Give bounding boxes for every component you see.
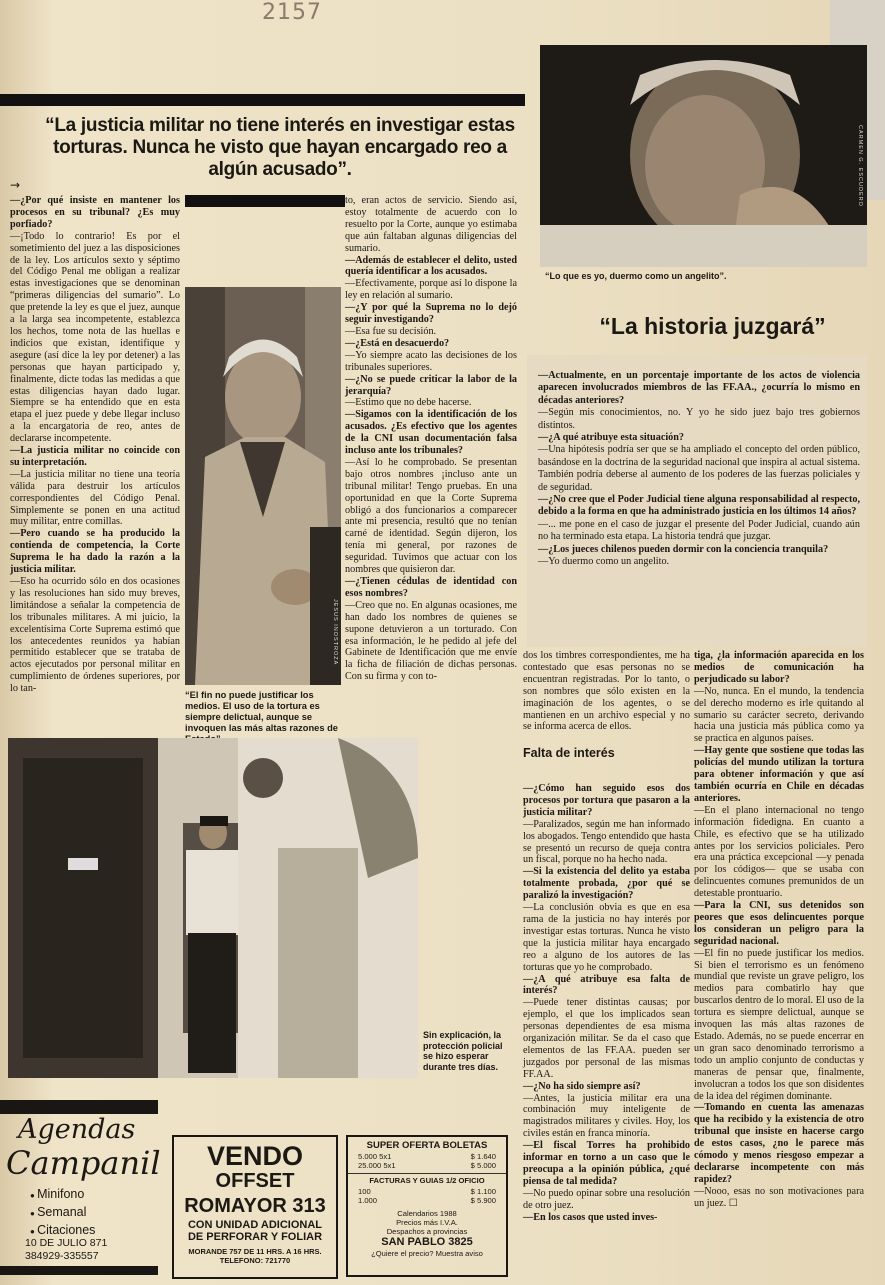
top-rule [0, 94, 525, 106]
question-paragraph: —¿A qué atribuye esa falta de interés? [523, 973, 690, 997]
ad-agendas-items [30, 1186, 95, 1240]
question-paragraph: —Tomando en cuenta las amenazas que ha recibido y la existencia de otro tribunal que insiste en hacerse cargo de estos casos, ¿no le parece más cómodo y menos riesgoso empezar a declararse incompetente con más rapidez? [694, 1102, 864, 1185]
guard-photo [8, 738, 418, 1078]
ad-boletas-l1: Calendarios 1988 [397, 1209, 457, 1218]
answer-paragraph: —Antes, la justicia militar era una combinación muy inteligente de magistrados militares y civiles. Hoy, los civiles están en franca minoría. [523, 1092, 690, 1140]
right-text-block [538, 370, 860, 569]
handwritten-mark: 2157 [262, 0, 322, 25]
photo-credit-1: JESUS INOSTROZA [332, 598, 338, 665]
ad-agendas-title1: Agendas [18, 1114, 136, 1145]
ad-vendo-l4: CON UNIDAD ADICIONAL [187, 1219, 323, 1231]
subhead-falta-de-interes: Falta de interés [523, 746, 615, 760]
answer-paragraph: —La justicia militar no tiene una teoría válida para destruir los artículos correspondientes del Código Penal. Simplemente se ponen en una actitud muy militar, entre comillas. [10, 468, 180, 528]
answer-paragraph: —Esa fue su decisión. [345, 325, 437, 337]
question-paragraph: —El fiscal Torres ha prohibido informar en torno a un caso que le preocupa a la opinión pública, ¿qué piensa de tal medida? [523, 1140, 690, 1187]
ad-boletas-row [358, 1152, 496, 1161]
question-paragraph: —¿No se puede criticar la labor de la jerarquía? [345, 373, 517, 397]
row-price: $ 5.900 [470, 1196, 496, 1205]
ad-boletas-row [358, 1161, 496, 1170]
row-quantity: 5.000 5x1 [358, 1152, 392, 1161]
ad-agendas-item: ● Semanal [30, 1205, 87, 1219]
ad-boletas-l5: ¿Quiere el precio? Muestra aviso [371, 1249, 483, 1258]
answer-paragraph: —... me pone en el caso de juzgar el presente del Poder Judicial, cuando aún no ha terminado esta etapa. La historia tendrá que juzgar. [538, 518, 860, 543]
ad-super-oferta-boletas [346, 1135, 508, 1277]
answer-paragraph: —Así lo he comprobado. Se presentan bajo otros nombres ¡incluso ante un tribunal militar! Tengo pruebas. En una oportunidad en que la Corte Suprema obligó a dos funcionarios a comparecer ante mi presencia, resultó que no tenían carné de identidad. Según dijeron, los tenía mi general, por razones de seguridad. Tuvimos que actuar con los nombres que quisieron dar. [345, 456, 517, 576]
ad-boletas-l3: Despachos a provincias [386, 1227, 468, 1236]
ad-boletas-rows1 [348, 1150, 506, 1170]
answer-paragraph: —Efectivamente, porque así lo dispone la ley en relación al sumario. [345, 278, 517, 302]
photo-caption-2: “Lo que es yo, duermo como un angelito”. [545, 271, 727, 281]
ad-rule-bottom [0, 1266, 158, 1275]
question-paragraph: —En los casos que usted inves- [523, 1211, 658, 1223]
answer-paragraph: —Nooo, esas no son motivaciones para un juez. ☐ [694, 1185, 864, 1209]
row-quantity: 1.000 [358, 1196, 378, 1205]
column-4 [694, 650, 864, 1210]
bullet-icon: ● [30, 1209, 38, 1218]
answer-paragraph: —Creo que no. En algunas ocasiones, me han dado los nombres de quienes se supone detuvieron a un torturado. Con esa información, le he pedido al jefe del Gabinete de Identificación que me envíe la ficha de filiación de dichas personas. Con su firma y con to- [345, 599, 517, 683]
question-paragraph: —Hay gente que sostiene que todas las policías del mundo utilizan la tortura para obtener información y que así también ocurría en Chile en décadas anteriores. [694, 745, 864, 804]
answer-paragraph: —Yo siempre acato las decisiones de los tribunales superiores. [345, 349, 517, 373]
judge-photo [185, 287, 341, 685]
question-paragraph: —La justicia militar no coincide con su interpretación. [10, 445, 180, 468]
question-paragraph: —¿No ha sido siempre así? [523, 1080, 641, 1092]
question-paragraph: —¿Los jueces chilenos pueden dormir con la conciencia tranquila? [538, 543, 829, 555]
photo-caption-3: Sin explicación, la protección policial se hizo esperar durante tres días. [423, 1030, 503, 1072]
row-price: $ 1.100 [470, 1187, 496, 1196]
answer-paragraph: to, eran actos de servicio. Siendo así, estoy totalmente de acuerdo con lo resuelto por la Corte, aunque yo estimaba que aún faltaban algunas diligencias del sumario. [345, 195, 517, 254]
answer-paragraph: —Una hipótesis podría ser que se ha ampliado el concepto del orden público, basándose en la doctrina de la seguridad nacional que inspira al actual sistema. También podría deberse al aumento de los poderes de las fuerzas policiales y de seguridad. [538, 444, 860, 493]
question-paragraph: tiga, ¿la información aparecida en los medios de comunicación ha perjudicado su labor? [694, 650, 864, 685]
row-price: $ 1.640 [470, 1152, 496, 1161]
ad-agendas-address: 10 DE JULIO 871 [25, 1237, 108, 1249]
answer-paragraph: —Según mis conocimientos, no. Y yo he sido juez bajo tres gobiernos distintos. [538, 407, 860, 431]
ad-vendo-l5: DE PERFORAR Y FOLIAR [187, 1231, 323, 1243]
row-quantity: 100 [358, 1187, 371, 1196]
bullet-icon: ● [30, 1191, 38, 1200]
question-paragraph: —Actualmente, en un porcentaje importante de los actos de violencia aparecen involucrados miembros de las FF.AA., ¿ocurría lo mismo en décadas anteriores? [538, 370, 860, 406]
ad-vendo-l6: MORANDE 757 DE 11 HRS. A 16 HRS. [188, 1247, 322, 1256]
answer-paragraph: —La conclusión obvia es que en esa rama de la justicia no hay interés por investigar estas torturas. Nunca he visto que la justicia militar haya encargado reo a alguno de los autores de las torturas que yo he comprobado. [523, 902, 690, 973]
ad-vendo-l3: ROMAYOR 313 [184, 1195, 326, 1217]
answer-paragraph: —Eso ha ocurrido sólo en dos ocasiones y las resoluciones han sido muy breves, limitándose a señalar la competencia de los tribunales militares. A mi juicio, la excelentísima Corte Suprema estimó que los antecedentes reunidos ya habían permitido establecer que se trataba de actos ejecutados por personal militar en cumplimiento de órdenes superiores, por lo tan- [10, 576, 180, 695]
ad-boletas-l2: Precios más I.V.A. [396, 1218, 458, 1227]
question-paragraph: —Además de establecer el delito, usted quería identificar a los acusados. [345, 254, 517, 278]
answer-paragraph: —¡Todo lo contrario! Es por el sometimiento del juez a las disposiciones de la ley. Los artículos sexto y séptimo del Código Penal me obligan a realizar estas investigaciones que se denominan “primeras diligencias del sumario”. Lo que pretende la ley es que el juez, aunque a la larga sea incompetente, establezca los hechos, tome nota de las huellas e indicios que existan, identifique y asegure (así dice la ley por detener) a las personas que hayan participado y, finalmente, dicte todas las medidas a que estas diligencias hayan dado lugar. Siempre se ha entendido que en esta etapa el juez puede y debe llegar incluso a la encargatoria de reo, antes de declararse incompetente. [10, 230, 180, 445]
question-paragraph: —¿Tienen cédulas de identidad con esos nombres? [345, 576, 517, 599]
question-paragraph: —Para la CNI, sus detenidos son peores que esos delincuentes porque los consideran un peligro para la seguridad nacional. [694, 900, 864, 947]
question-paragraph: —¿No cree que el Poder Judicial tiene alguna responsabilidad al respecto, debido a la forma en que ha administrado justicia en los últimos 14 años? [538, 494, 860, 518]
answer-paragraph: dos los timbres correspondientes, me ha contestado que esas personas no se encuentran registradas. Por lo tanto, o son nombres que sólo existen en la imaginación de los agentes, o se mantienen en un archivo especial y no se informa acerca de ellos. [523, 650, 690, 733]
ad-vendo-l1: VENDO [206, 1141, 304, 1171]
ad-rule [0, 1100, 158, 1114]
photo-caption-1: “El fin no puede justificar los medios. El uso de la tortura es siempre delictual, aunque se invoquen las más altas razones de [185, 690, 338, 733]
ad-boletas-row [358, 1196, 496, 1205]
column-1 [10, 195, 180, 695]
ad-agendas-title2: Campanil [6, 1144, 161, 1182]
question-paragraph: —¿Por qué insiste en mantener los procesos en su tribunal? ¿Es muy porfiado? [10, 195, 180, 230]
answer-paragraph: —El fin no puede justificar los medios. Si bien el terrorismo es un fenómeno mundial que reviste un grave peligro, los medios para combatirlo hay que buscarlos dentro de lo moral. El uso de la tortura es siempre delictual, aunque se invoquen las más altas razones de Estado. Además, no se puede encerrar en un gran saco denominado terrorismo a todo un amplio conjunto de conductas y maneras de pensar que, finalmente, involucran a todos los que son disidentes de la idea del régimen dominante. [694, 947, 864, 1102]
row-price: $ 5.000 [470, 1161, 496, 1170]
column-2 [345, 195, 517, 683]
section-headline: “La historia juzgará” [599, 313, 826, 339]
headline: “La justicia militar no tiene interés en investigar estas torturas. Nunca he visto que hayan encargado reo a algún acusado”. [45, 115, 515, 180]
portrait-photo [540, 45, 867, 267]
question-paragraph: —¿Está en desacuerdo? [345, 337, 450, 349]
ad-boletas-l4: SAN PABLO 3825 [381, 1236, 473, 1248]
question-paragraph: —Pero cuando se ha producido la contienda de competencia, la Corte Suprema le ha dado la razón a la justicia militar. [10, 528, 180, 576]
question-paragraph: —¿A qué atribuye esta situación? [538, 432, 685, 444]
ad-vendo-l7: TELEFONO: 721770 [219, 1256, 291, 1265]
ad-agendas-phone: 384929-335557 [25, 1250, 99, 1262]
answer-paragraph: —No puedo opinar sobre una resolución de otro juez. [523, 1187, 690, 1211]
column-rule [185, 195, 345, 207]
answer-paragraph: —Puede tener distintas causas; por ejemplo, el que los implicados sean personas dependientes de esa misma organización militar. Se da el caso que elementos de las FF.AA. pueden ser juzgados por personal de las mismas FF.AA. [523, 997, 690, 1080]
ad-vendo-l2: OFFSET [215, 1170, 295, 1192]
column-3-top [523, 650, 690, 733]
row-quantity: 25.000 5x1 [358, 1161, 396, 1170]
ad-boletas-title2: FACTURAS Y GUIAS 1/2 OFICIO [348, 1173, 506, 1185]
column-3 [523, 783, 690, 1224]
bullet-icon: ● [30, 1227, 38, 1236]
answer-paragraph: —Paralizados, según me han informado los abogados. Tengo entendido que hasta se presentó un recurso de queja contra un fiscal, porque no ha hecho nada. [523, 818, 690, 866]
answer-paragraph: —No, nunca. En el mundo, la tendencia del derecho moderno es irle quitando al sumario su carácter secreto, derivando hacia una justicia más pública como ya se practica en algunos países. [694, 685, 864, 745]
question-paragraph: —Si la existencia del delito ya estaba totalmente probada, ¿por qué se paralizó la investigación? [523, 866, 690, 902]
question-paragraph: —Sigamos con la identificación de los acusados. ¿Es efectivo que los agentes de la CNI usan documentación falsa incluso ante los tribunales? [345, 409, 517, 457]
photo-credit-2: CARMEN G. ESCUDERO [857, 125, 863, 207]
ad-vendo-offset [172, 1135, 338, 1279]
answer-paragraph: —Estimo que no debe hacerse. [345, 397, 472, 409]
arrow-icon: → [10, 178, 21, 192]
answer-paragraph: —Yo duermo como un angelito. [538, 556, 670, 568]
ad-agendas-item: ● Minifono [30, 1187, 85, 1201]
ad-boletas-title: SUPER OFERTA BOLETAS [366, 1140, 488, 1151]
ad-boletas-rows2 [348, 1185, 506, 1205]
answer-paragraph: —En el plano internacional no tengo información fidedigna. En cuanto a Chile, es efectivo que se ha utilizado antes por los servicios policiales. Pero era una práctica excepcional —y penada por los códigos— que se usaba con delincuentes comunes premunidos de un detestable prontuario. [694, 804, 864, 900]
question-paragraph: —¿Y por qué la Suprema no lo dejó seguir investigando? [345, 302, 517, 326]
ad-agendas-campanil [0, 1100, 161, 1275]
ad-boletas-row [358, 1187, 496, 1196]
ad-agendas-item: ● Citaciones [30, 1223, 96, 1237]
question-paragraph: —¿Cómo han seguido esos dos procesos por tortura que pasaron a la justicia militar? [523, 783, 690, 818]
